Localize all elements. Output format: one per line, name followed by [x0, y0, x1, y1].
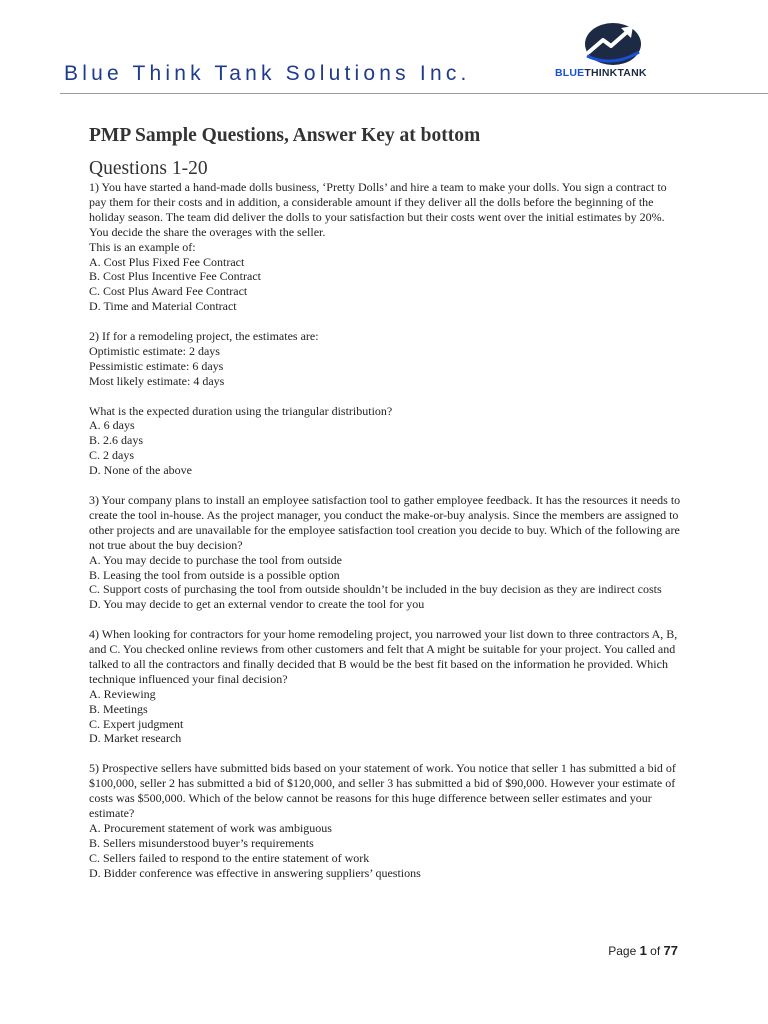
question-text: Most likely estimate: 4 days — [89, 373, 225, 388]
answer-option: B. Meetings — [89, 701, 148, 716]
answer-option: C. Sellers failed to respond to the entire statement of work — [89, 850, 370, 865]
section-title: Questions 1-20 — [89, 158, 208, 179]
answer-option: B. Sellers misunderstood buyer’s requirements — [89, 835, 314, 850]
answer-option: A. You may decide to purchase the tool from outside — [89, 552, 342, 567]
answer-option: A. Reviewing — [89, 686, 156, 701]
question-5 — [89, 761, 681, 880]
answer-option: B. 2.6 days — [89, 433, 143, 448]
answer-option: D. Bidder conference was effective in answering suppliers’ questions — [89, 865, 421, 880]
question-2 — [89, 329, 681, 478]
header-divider — [60, 93, 768, 94]
question-text: Pessimistic estimate: 6 days — [89, 358, 224, 373]
logo-wordmark — [555, 67, 647, 79]
question-text: 1) You have started a hand-made dolls business, ‘Pretty Dolls’ and hire a team to make your dolls. You sign a contract to pay them for their costs and in addition, a considerable amount if they deliver all the dolls before the beginning of the holiday season. The team did deliver the dolls to your satisfaction but their costs went over the initial estimates by 20%. You decide the share the overages with the seller. — [89, 180, 667, 239]
answer-option: C. 2 days — [89, 448, 134, 463]
page-label: Page — [608, 944, 637, 958]
question-list — [89, 180, 681, 881]
answer-option: D. Market research — [89, 731, 182, 746]
page-current: 1 — [639, 943, 647, 958]
logo-wordmark-blue: BLUE — [555, 67, 585, 79]
answer-option: B. Leasing the tool from outside is a possible option — [89, 567, 340, 582]
answer-option: C. Cost Plus Award Fee Contract — [89, 284, 248, 299]
page-total: 77 — [663, 943, 678, 958]
document-title: PMP Sample Questions, Answer Key at bottom — [89, 125, 481, 146]
page-footer — [608, 943, 678, 958]
page-header — [0, 0, 768, 96]
question-text: 4) When looking for contractors for your home remodeling project, you narrowed your list down to three contractors A, B, and C. You checked online reviews from other customers and felt that A might be suitable for your project. You called and talked to all the contractors and finally decided that B would be the best fit based on the information he provided. Which technique influenced your final decision? — [89, 627, 678, 686]
question-text: 2) If for a remodeling project, the estimates are: — [89, 329, 319, 344]
company-name: Blue Think Tank Solutions Inc. — [64, 62, 471, 85]
answer-option: A. 6 days — [89, 418, 135, 433]
question-prompt: What is the expected duration using the triangular distribution? — [89, 403, 393, 418]
question-4 — [89, 627, 681, 746]
page-of: of — [650, 944, 661, 958]
answer-option: A. Procurement statement of work was ambiguous — [89, 820, 332, 835]
answer-option: D. You may decide to get an external vendor to create the tool for you — [89, 597, 425, 612]
answer-option: B. Cost Plus Incentive Fee Contract — [89, 269, 261, 284]
document-body — [89, 124, 681, 895]
answer-option: A. Cost Plus Fixed Fee Contract — [89, 254, 245, 269]
company-logo — [553, 22, 673, 82]
question-3 — [89, 493, 681, 612]
question-text: This is an example of: — [89, 239, 196, 254]
question-text: 3) Your company plans to install an employee satisfaction tool to gather employee feedback. It has the resources it needs to create the tool in-house. As the project manager, you conduct the make-or-buy analysis. Since the members are assigned to other projects and are unavailable for the employee satisfaction tool creation you decide to buy. Which of the following are not true about the buy decision? — [89, 492, 681, 552]
globe-with-rising-arrow-icon — [583, 22, 643, 66]
answer-option: C. Support costs of purchasing the tool from outside shouldn’t be included in the buy decision as they are indirect costs — [89, 582, 662, 597]
question-text: 5) Prospective sellers have submitted bids based on your statement of work. You notice that seller 1 has submitted a bid of $100,000, seller 2 has submitted a bid of $120,000, and seller 3 has submitted a bid of $90,000. However your estimate of costs was $500,000. Which of the below cannot be reasons for this huge difference between seller estimates and your estimate? — [89, 761, 676, 820]
answer-option: D. None of the above — [89, 463, 192, 478]
question-1 — [89, 180, 681, 314]
answer-option: C. Expert judgment — [89, 716, 184, 731]
question-text: Optimistic estimate: 2 days — [89, 343, 220, 358]
answer-option: D. Time and Material Contract — [89, 299, 237, 314]
logo-wordmark-dark: THINKTANK — [584, 67, 647, 79]
